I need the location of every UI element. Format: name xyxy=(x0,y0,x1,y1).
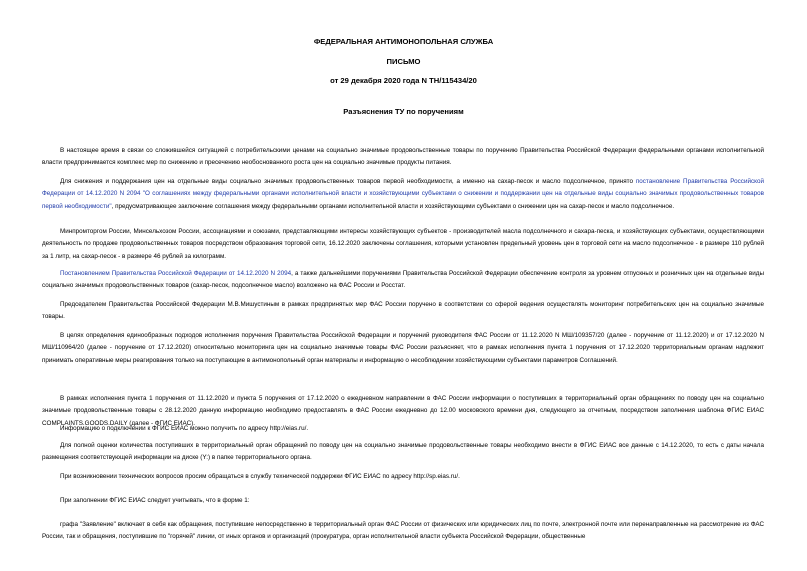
paragraph-2-text-before: Для снижения и поддержания цен на отдельные виды социально значимых продовольственных товаров первой необходимости, а именно на сахар-песок и масло подсолнечное, принято xyxy=(60,178,636,185)
document-date-number: от 29 декабря 2020 года N ТН/115434/20 xyxy=(330,76,477,85)
paragraph-3: Минпромторгом России, Минсельхозом России, ассоциациями и союзами, представляющими интересы хозяйствующих субъектов - производителей масла подсолнечного и сахара-песка, и хозяйствующих субъектами, осуществляющими деятельность по продаже продовольственных товаров посредством образования торговой сети, 16.12.2020 заключены соглашения, которыми установлен предельный уровень цен в торговой сети на масло подсолнечное - в размере 110 рублей за 1 литр, на сахар-песок - в размере 46 рублей за килограмм. xyxy=(42,228,764,260)
document-subject: Разъяснения ТУ по поручениям xyxy=(343,107,464,116)
paragraph-9: Для полной оценки количества поступивших в территориальный орган обращений по поводу цен на социально значимые продовольственные товары необходимо внести в ФГИС ЕИАС все данные с 14.12.2020, то есть с даты начала размещения соответствующей информации на диске (Y:) в папке территориального органа. xyxy=(42,442,764,462)
paragraph-4 xyxy=(42,268,764,293)
paragraph-7: В рамках исполнения пункта 1 поручения от 11.12.2020 и пункта 5 поручения от 17.12.2020 о ежедневном направлении в ФАС России информации о поступивших в территориальный орган обращениях по поводу цен на социально значимые продовольственные товары с 28.12.2020 данную информацию необходимо предоставлять в ФАС России ежедневно до 12.00 московского времени дня, следующего за отчетным, посредством заполнения шаблона ФГИС ЕИАС COMPLAINTS.GOODS.DAILY (далее - ФГИС ЕИАС). xyxy=(42,395,764,427)
paragraph-2-text-after: , предусматривающее заключение соглашения между федеральными органами исполнительной власти и хозяйствующими субъектами о снижении цен на сахар-песок и масло подсолнечное. xyxy=(111,202,675,210)
resolution-2094-link[interactable]: постановление Правительства Российской Федерации от 14.12.2020 N 2094 "О соглашениях между федеральными органами исполнительной власти и хозяйствующими субъектами о снижении и поддержании цен на отдельные виды социально значимых продовольственных товаров первой необходимости" xyxy=(42,178,764,210)
paragraph-12: графа "Заявление" включает в себя как обращения, поступившие непосредственно в территориальный орган ФАС России от физических или юридических лиц по почте, электронной почте или перенаправленные на рассмотрение из ФАС России, так и обращения, поступившие по "горячей" линии, от иных органов и организаций (прокуратура, орган исполнительной власти субъекта Российской Федерации, общественные xyxy=(42,521,764,541)
document-type: ПИСЬМО xyxy=(386,57,421,66)
resolution-2094-short-link[interactable]: Постановлением Правительства Российской Федерации от 14.12.2020 N 2094 xyxy=(60,270,292,277)
paragraph-1: В настоящее время в связи со сложившейся ситуацией с потребительскими ценами на социально значимые продовольственные товары по поручению Правительства Российской Федерации федеральными органами исполнительной власти предпринимается комплекс мер по снижению и пресечению необоснованного роста цен на социально значимые продукты питания. xyxy=(42,147,764,167)
paragraph-5: Председателем Правительства Российской Федерации М.В.Мишустиным в рамках предпринятых мер ФАС России поручено в соответствии со сферой ведения осуществлять мониторинг потребительских цен на социально значимые товары. xyxy=(42,301,764,321)
paragraph-8: Информацию о подключении к ФГИС ЕИАС можно получить по адресу http://eias.ru/. xyxy=(60,425,309,432)
paragraph-11: При заполнении ФГИС ЕИАС следует учитывать, что в форме 1: xyxy=(60,497,250,504)
organization-title: ФЕДЕРАЛЬНАЯ АНТИМОНОПОЛЬНАЯ СЛУЖБА xyxy=(313,37,494,46)
paragraph-4-text-after: , а также дальнейшими поручениями Правительства Российской Федерации обеспечение контроля за уровнем отпускных и розничных цен на отдельные виды социально значимых продовольственных товаров (сахар-песок, подсолнечное масло) возложено на ФАС России и Росстат. xyxy=(42,270,764,290)
paragraph-10: При возникновении технических вопросов просим обращаться в службу технической поддержки ФГИС ЕИАС по адресу http://sp.eias.ru/. xyxy=(60,473,460,480)
paragraph-2 xyxy=(42,176,764,213)
paragraph-6: В целях определения единообразных подходов исполнения поручения Правительства Российской Федерации и поручений руководителя ФАС России от 11.12.2020 N МШ/109357/20 (далее - поручение от 11.12.2020) и от 17.12.2020 N МШ/110964/20 (далее - поручение от 17.12.2020) относительно мониторинга цен на социально значимые товары ФАС России разъясняет, что в рамках исполнения пункта 1 поручения от 17.12.2020 территориальным органам надлежит принимать оперативные меры реагирования только на поступающие в антимонопольный орган материалы и информацию о несоблюдении хозяйствующими субъектами параметров Соглашений. xyxy=(42,332,764,364)
